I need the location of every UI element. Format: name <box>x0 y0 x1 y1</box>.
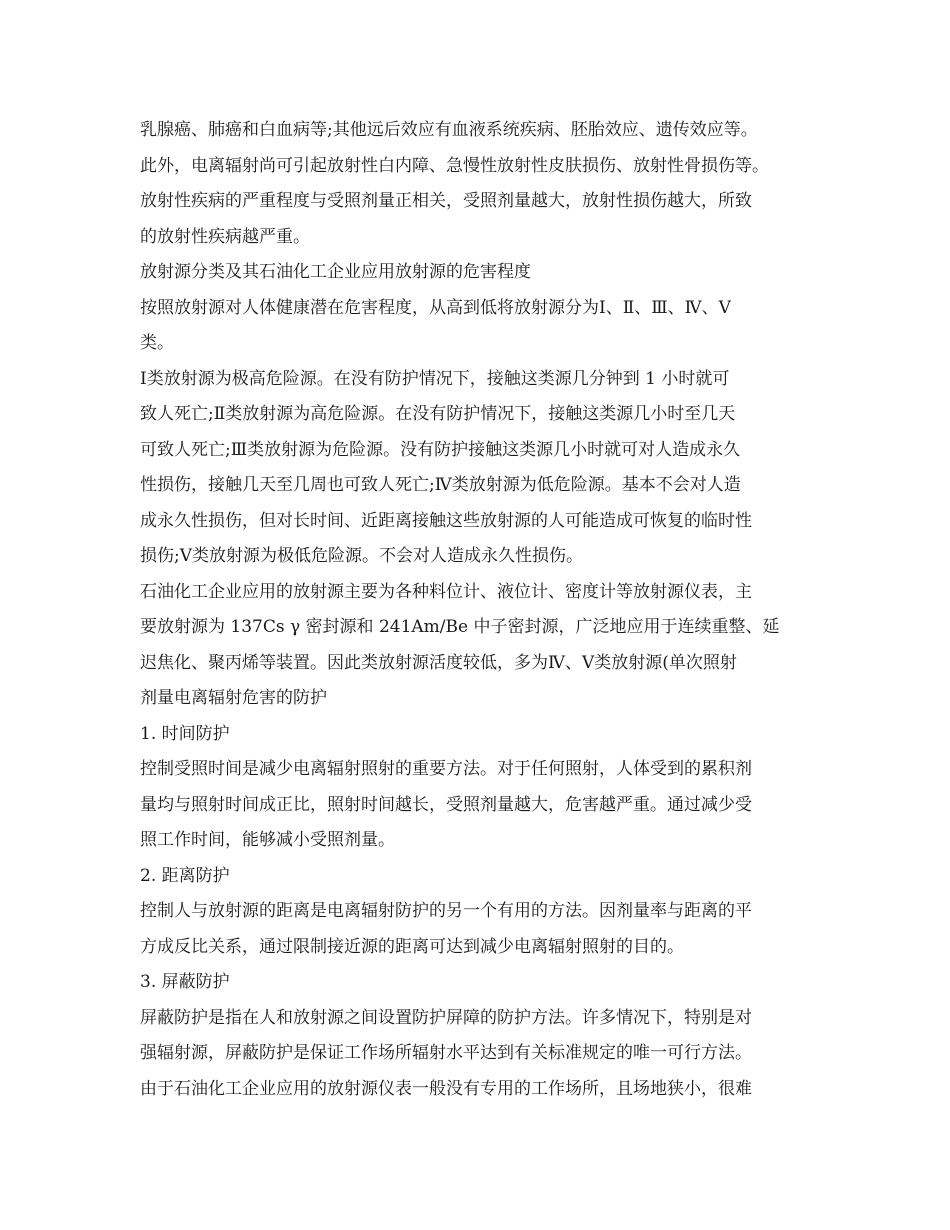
paragraph-line: 成永久性损伤，但对长时间、近距离接触这些放射源的人可能造成可恢复的临时性 <box>140 510 752 531</box>
paragraph-line: 屏蔽防护是指在人和放射源之间设置防护屏障的防护方法。许多情况下，特别是对 <box>140 1007 752 1028</box>
paragraph-line: 性损伤，接触几天至几周也可致人死亡;Ⅳ类放射源为低危险源。基本不会对人造 <box>140 475 741 495</box>
paragraph-line: 放射性疾病的严重程度与受照剂量正相关，受照剂量越大，放射性损伤越大，所致 <box>140 191 752 211</box>
paragraph-line: 强辐射源，屏蔽防护是保证工作场所辐射水平达到有关标准规定的唯一可行方法。 <box>140 1043 752 1063</box>
paragraph-line: 乳腺癌、肺癌和白血病等;其他远后效应有血液系统疾病、胚胎效应、遗传效应等。 <box>140 120 758 140</box>
document-body <box>140 113 830 1107</box>
paragraph-line: 可致人死亡;Ⅲ类放射源为危险源。没有防护接触这类源几小时就可对人造成永久 <box>140 439 741 460</box>
paragraph-line: 此外，电离辐射尚可引起放射性白内障、急慢性放射性皮肤损伤、放射性骨损伤等。 <box>140 155 769 176</box>
paragraph-line: 量均与照射时间成正比，照射时间越长，受照剂量越大，危害越严重。通过减少受 <box>140 794 752 815</box>
paragraph-line: 要放射源为 137Cs γ 密封源和 241Am/Be 中子密封源，广泛地应用于连续重整、延 <box>140 617 780 637</box>
section-heading: 剂量电离辐射危害的防护 <box>140 688 327 708</box>
paragraph-line: Ⅰ类放射源为极高危险源。在没有防护情况下，接触这类源几分钟到 1 小时就可 <box>140 368 730 389</box>
paragraph-line: 由于石油化工企业应用的放射源仪表一般没有专用的工作场所，且场地狭小，很难 <box>140 1078 752 1099</box>
paragraph-line: 控制受照时间是减少电离辐射照射的重要方法。对于任何照射，人体受到的累积剂 <box>140 759 752 779</box>
paragraph-line: 照工作时间，能够减小受照剂量。 <box>140 830 395 850</box>
subsection-heading: 1. 时间防护 <box>140 723 230 744</box>
paragraph-line: 类。 <box>140 333 174 353</box>
paragraph-line: 按照放射源对人体健康潜在危害程度，从高到低将放射源分为Ⅰ、Ⅱ、Ⅲ、Ⅳ、Ⅴ <box>140 297 731 318</box>
section-heading: 放射源分类及其石油化工企业应用放射源的危害程度 <box>140 262 531 282</box>
paragraph-line: 石油化工企业应用的放射源主要为各种料位计、液位计、密度计等放射源仪表，主 <box>140 581 752 602</box>
subsection-heading: 2. 距离防护 <box>140 865 230 886</box>
paragraph-line: 方成反比关系，通过限制接近源的距离可达到减少电离辐射照射的目的。 <box>140 936 684 957</box>
paragraph-line: 的放射性疾病越严重。 <box>140 226 310 247</box>
paragraph-line: 致人死亡;Ⅱ类放射源为高危险源。在没有防护情况下，接触这类源几小时至几天 <box>140 404 736 424</box>
paragraph-line: 损伤;Ⅴ类放射源为极低危险源。不会对人造成永久性损伤。 <box>140 546 584 566</box>
paragraph-line: 迟焦化、聚丙烯等装置。因此类放射源活度较低，多为Ⅳ、Ⅴ类放射源(单次照射 <box>140 652 737 673</box>
paragraph-line: 控制人与放射源的距离是电离辐射防护的另一个有用的方法。因剂量率与距离的平 <box>140 901 752 921</box>
subsection-heading: 3. 屏蔽防护 <box>140 972 230 992</box>
